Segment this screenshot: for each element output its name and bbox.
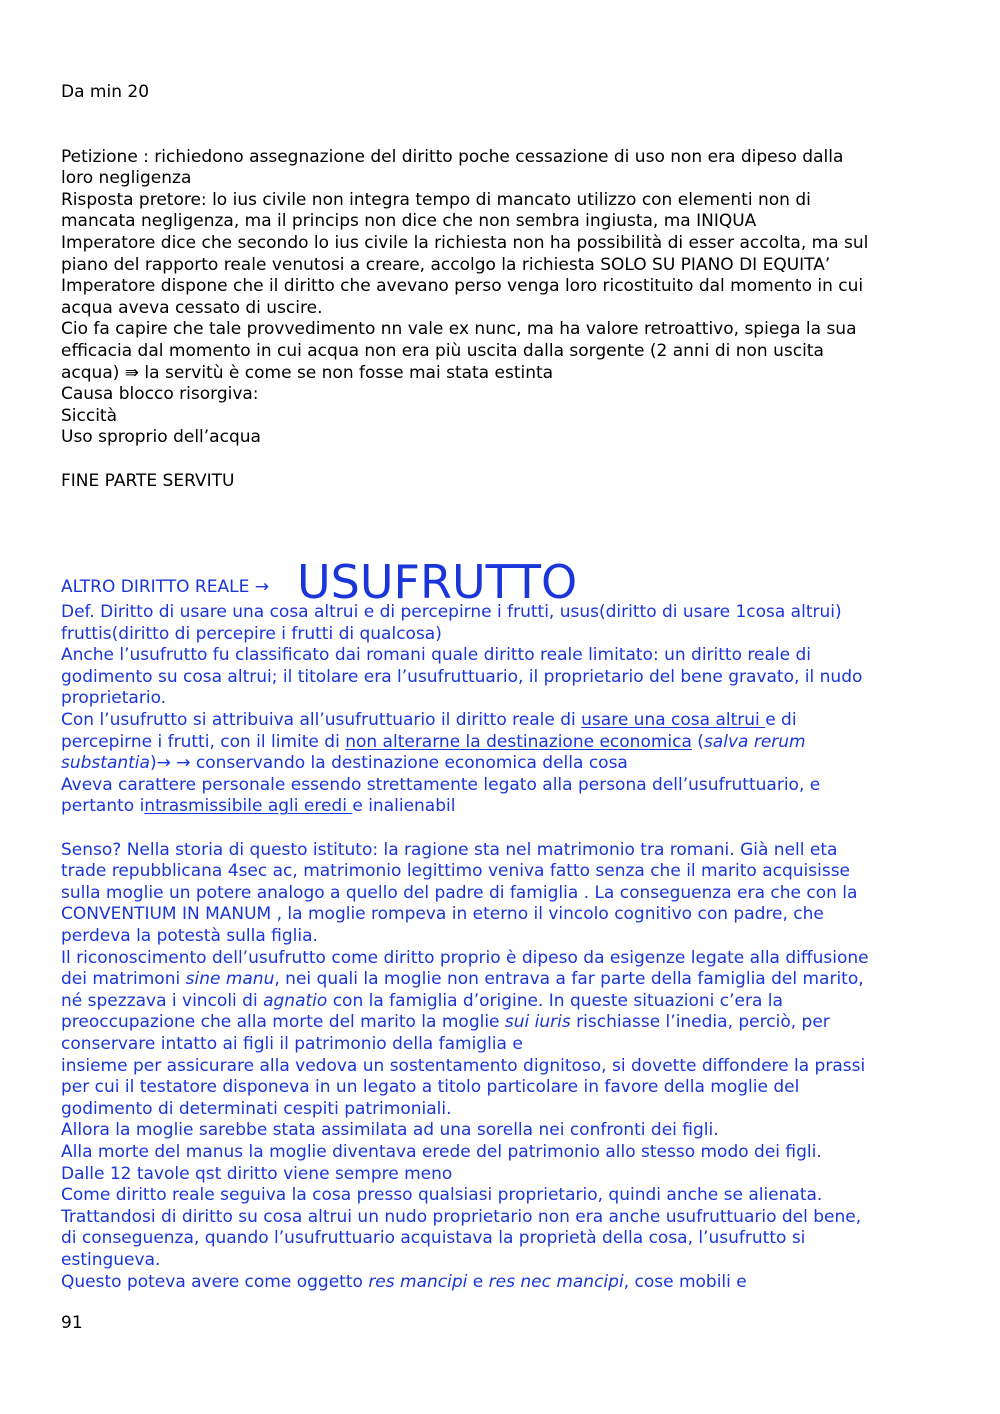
text-line: efficacia dal momento in cui acqua non era più uscita dalla sorgente (2 anni di non uscita xyxy=(61,340,824,361)
definition-paragraph xyxy=(61,602,946,818)
spacer xyxy=(61,818,946,840)
text-line: piano del rapporto reale venutosi a creare, accolgo la richiesta SOLO SU PIANO DI EQUITA’ xyxy=(61,254,831,275)
text-line: Senso? Nella storia di questo istituto: la ragione sta nel matrimonio tra romani. Già nell eta xyxy=(61,839,838,860)
italic-text: salva rerum xyxy=(703,731,806,752)
text-run: percepirne i frutti, con il limite di xyxy=(61,731,346,752)
text-run: pertanto i xyxy=(61,796,145,817)
text-run: rischiasse l’inedia, perciò, per xyxy=(570,1012,830,1033)
text-line xyxy=(61,753,946,775)
text-line: Cio fa capire che tale provvedimento nn vale ex nunc, ma ha valore retroattivo, spiega la sua xyxy=(61,319,857,340)
text-run: e xyxy=(467,1271,489,1292)
italic-text: substantia xyxy=(61,753,150,774)
text-run: ( xyxy=(691,731,704,752)
text-line xyxy=(61,1272,946,1294)
text-run: Con l’usufrutto si attribuiva all’usufruttuario il diritto reale di xyxy=(61,710,582,731)
text-line: godimento su cosa altrui; il titolare era l’usufruttuario, il proprietario del bene gravato, il nudo xyxy=(61,666,863,687)
italic-text: sui iuris xyxy=(504,1012,571,1033)
italic-text: res nec mancipi xyxy=(488,1271,624,1292)
text-run: , nei quali la moglie non entrava a far parte della famiglia del marito, xyxy=(274,969,864,990)
text-line: mancata negligenza, ma il princips non dice che non sembra ingiusta, ma INIQUA xyxy=(61,211,757,232)
text-line: Risposta pretore: lo ius civile non integra tempo di mancato utilizzo con elementi non di xyxy=(61,189,811,210)
text-line: CONVENTIUM IN MANUM , la moglie rompeva in eterno il vincolo cognitivo con padre, che xyxy=(61,904,824,925)
text-line: per cui il testatore disponeva in un legato a titolo particolare in favore della moglie del xyxy=(61,1077,800,1098)
text-line: Anche l’usufrutto fu classificato dai romani quale diritto reale limitato: un diritto reale di xyxy=(61,645,811,666)
text-line: Trattandosi di diritto su cosa altrui un nudo proprietario non era anche usufruttuario del bene, xyxy=(61,1206,862,1227)
italic-text: sine manu xyxy=(185,969,275,990)
text-line: Imperatore dice che secondo lo ius civile la richiesta non ha possibilità di esser accolta, ma sul xyxy=(61,232,869,253)
italic-text: res mancipi xyxy=(368,1271,468,1292)
text-line: Imperatore dispone che il diritto che avevano perso venga loro ricostituito dal momento in cui xyxy=(61,276,864,297)
text-line: di conseguenza, quando l’usufruttuario acquistava la proprietà della cosa, l’usufrutto si xyxy=(61,1228,806,1249)
heading-title: USUFRUTTO xyxy=(297,555,578,610)
history-paragraph xyxy=(61,840,946,1293)
text-line: acqua aveva cessato di uscire. xyxy=(61,297,323,318)
text-line xyxy=(61,710,946,732)
text-line xyxy=(61,732,946,754)
text-line xyxy=(61,1012,946,1034)
text-line: fruttis(diritto di percepire i frutti di qualcosa) xyxy=(61,623,442,644)
text-line: Aveva carattere personale essendo strettamente legato alla persona dell’usufruttuario, e xyxy=(61,774,821,795)
text-line: insieme per assicurare alla vedova un sostentamento dignitoso, si dovette diffondere la prassi xyxy=(61,1055,866,1076)
intro-line: Da min 20 xyxy=(61,82,150,102)
underlined-text: usare una cosa altrui xyxy=(581,710,766,731)
heading-prefix: ALTRO DIRITTO REALE → xyxy=(61,576,269,597)
text-line: sulla moglie un potere analogo a quello del padre di famiglia . La conseguenza era che con la xyxy=(61,882,858,903)
text-run: con la famiglia d’origine. In queste situazioni c’era la xyxy=(327,990,783,1011)
text-line: Petizione : richiedono assegnazione del diritto poche cessazione di uso non era dipeso dalla xyxy=(61,146,844,167)
text-line: Uso sproprio dell’acqua xyxy=(61,427,261,448)
underlined-text: non alterarne la destinazione economica xyxy=(345,731,692,752)
text-run: preoccupazione che alla morte del marito la moglie xyxy=(61,1012,505,1033)
text-line: godimento di determinati cespiti patrimoniali. xyxy=(61,1098,452,1119)
text-line xyxy=(61,969,946,991)
spacer xyxy=(61,449,946,471)
text-line: Def. Diritto di usare una cosa altrui e di percepirne i frutti, usus(diritto di usare 1cosa altrui) xyxy=(61,602,842,623)
underlined-text: ntrasmissibile agli eredi xyxy=(144,796,353,817)
spacer xyxy=(61,104,946,147)
text-line: proprietario. xyxy=(61,688,167,709)
text-line: loro negligenza xyxy=(61,168,192,189)
spacer xyxy=(61,492,946,556)
text-line: perdeva la potestà sulla figlia. xyxy=(61,926,318,946)
page-number: 91 xyxy=(61,1313,83,1333)
text-run: dei matrimoni xyxy=(61,969,186,990)
section-end-line: FINE PARTE SERVITU xyxy=(61,470,235,491)
text-line: conservare intatto ai figli il patrimonio della famiglia e xyxy=(61,1033,523,1054)
servitu-paragraph xyxy=(61,147,946,449)
text-line xyxy=(61,796,946,818)
italic-text: agnatio xyxy=(263,990,328,1011)
section-heading xyxy=(61,555,946,610)
text-run: , cose mobili e xyxy=(623,1271,747,1292)
text-run: e di xyxy=(765,710,797,731)
text-line xyxy=(61,991,946,1013)
text-line: Alla morte del manus la moglie diventava erede del patrimonio allo stesso modo dei figli. xyxy=(61,1141,822,1162)
text-line: trade repubblicana 4sec ac, matrimonio legittimo veniva fatto senza che il marito acquisisse xyxy=(61,861,851,882)
text-line: Come diritto reale seguiva la cosa presso qualsiasi proprietario, quindi anche se alienata. xyxy=(61,1185,823,1206)
text-line: Siccità xyxy=(61,405,118,426)
text-line: acqua) ⇛ la servitù è come se non fosse mai stata estinta xyxy=(61,362,554,383)
text-line: estingueva. xyxy=(61,1249,161,1270)
text-line: Causa blocco risorgiva: xyxy=(61,384,259,405)
text-line: Dalle 12 tavole qst diritto viene sempre meno xyxy=(61,1163,453,1184)
text-line: Allora la moglie sarebbe stata assimilata ad una sorella nei confronti dei figli. xyxy=(61,1120,719,1141)
text-run: né spezzava i vincoli di xyxy=(61,990,264,1011)
text-line: Il riconoscimento dell’usufrutto come diritto proprio è dipeso da esigenze legate alla diffusione xyxy=(61,947,869,968)
document-page xyxy=(61,82,946,1293)
text-run: )→ → conservando la destinazione economica della cosa xyxy=(149,753,628,774)
text-run: e inalienabil xyxy=(352,796,456,817)
text-run: Questo poteva avere come oggetto xyxy=(61,1271,369,1292)
